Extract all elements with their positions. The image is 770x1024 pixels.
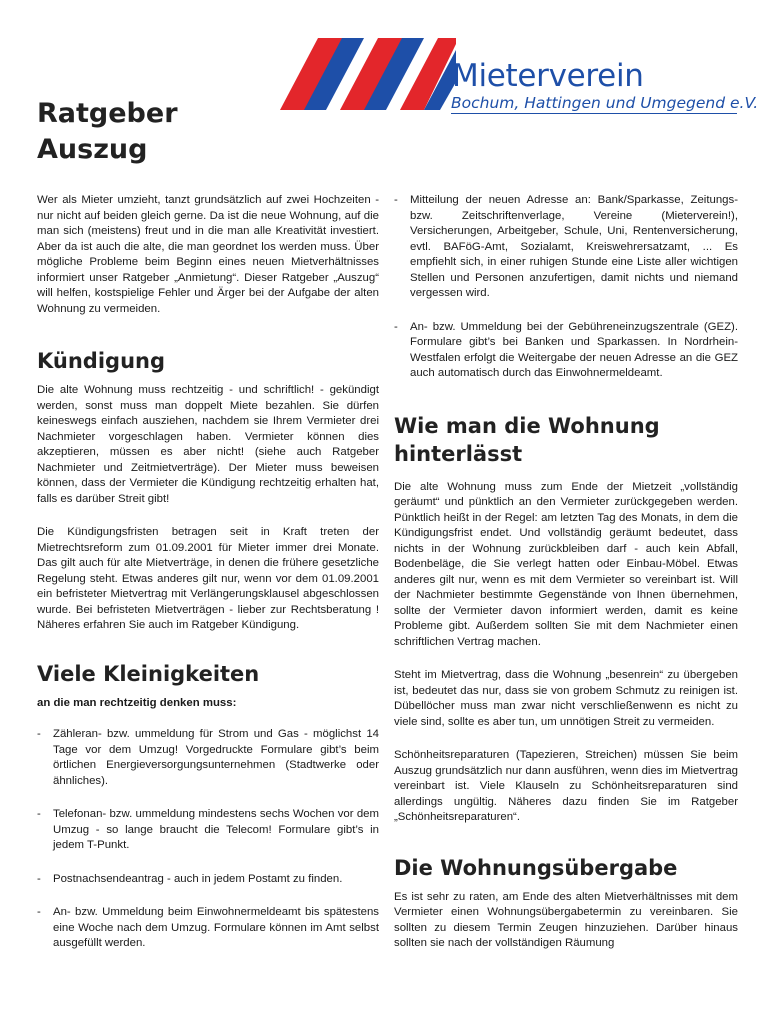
list-item xyxy=(37,807,379,854)
list-item-text: An- bzw. Ummeldung beim Einwohnermeldeamt bis spätestens eine Woche nach dem Umzug. Formulare können im Amt selbst ausgefüllt werden. xyxy=(53,906,379,949)
org-name: Mieterverein xyxy=(452,58,644,94)
list-item xyxy=(37,905,379,952)
bullet-dash: - xyxy=(394,194,398,206)
kuendigung-heading: Kündigung xyxy=(37,349,165,373)
uebergabe-paragraph-1: Es ist sehr zu raten, am Ende des alten Mietverhältnisses mit dem Vermieter einen Wohnungsübergabetermin zu vereinbaren. Sie sollten zu diesem Termin Zeugen hinzuziehen. Darüber hinaus sollten sie nach der vollständigen Räumung xyxy=(394,890,738,949)
hinterlassen-paragraph-3: Schönheitsreparaturen (Tapezieren, Streichen) müssen Sie beim Auszug grundsätzlich nur dann ausführen, wenn dies im Mietvertrag vereinbart ist. Viele Klauseln zu Schönheitsreparaturen sind allerdings ungültig. Näheres dazu finden Sie im Ratgeber „Schönheitsreparaturen“. xyxy=(394,749,738,823)
list-item-text: Telefonan- bzw. ummeldung mindestens sechs Wochen vor dem Umzug - so lange braucht die Telecom! Formulare gibt’s in jedem T-Punkt. xyxy=(53,808,379,851)
kuendigung-paragraph-1: Die alte Wohnung muss rechtzeitig - und schriftlich! - gekündigt werden, sonst muss man doppelt Miete bezahlen. Sie dürfen keineswegs einfach ausziehen, nachdem sie Ihrem Vermieter drei Nachmieter vorgeschlagen haben. Vermieter können dies akzeptieren, müssen es aber nicht! (siehe auch Ratgeber Nachmieter und Zeitmietverträge). Der Mieter muss beweisen können, dass der Vermieter die Kündigung rechtzeitig erhalten hat, falls es darüber Streit gibt! xyxy=(37,384,379,505)
hinterlassen-paragraph-1: Die alte Wohnung muss zum Ende der Mietzeit „vollständig geräumt“ und pünktlich an den Vermieter zurückgegeben werden. Pünktlich heißt in der Regel: am letzten Tag des Monats, in dem die Kündigungsfrist endet. Und vollständig geräumt bedeutet, dass nichts in der Wohnung zurückbleiben darf - auch kein Abfall, Bodenbeläge, die Sie verlegt hatten oder Einbau-Möbel. Etwas anderes gilt nur, wenn es mit dem Vermieter so vereinbart ist. Will der Nachmieter bestimmte Gegenstände von Ihnen übernehmen, sollte der Vermieter davon informiert werden, damit es keine Probleme gibt. Außerdem sollten Sie mit dem Nachmieter einen schriftlichen Vertrag machen. xyxy=(394,480,738,648)
list-item-text: Postnachsendeantrag - auch in jedem Postamt zu finden. xyxy=(53,872,343,885)
bullet-dash: - xyxy=(37,808,41,820)
list-item-text: Zähleran- bzw. ummeldung für Strom und Gas - möglichst 14 Tage vor dem Umzug! Vorgedruckte Formulare gibt’s beim örtlichen Energieversorgungsunternehmen (Stadtwerke oder ähnliches). xyxy=(53,728,379,787)
title-line-2: Auszug xyxy=(37,134,148,165)
bullet-dash: - xyxy=(394,320,398,333)
uebergabe-heading: Die Wohnungsübergabe xyxy=(394,855,678,880)
right-column xyxy=(394,193,738,970)
bullet-dash: - xyxy=(37,906,41,918)
bullet-dash: - xyxy=(37,872,41,885)
title-line-1: Ratgeber xyxy=(37,98,178,129)
logo-underline xyxy=(451,113,737,114)
intro-paragraph: Wer als Mieter umzieht, tanzt grundsätzlich auf zwei Hochzeiten - nur nicht auf beiden gleich gerne. Da ist die neue Wohnung, auf die man sich (meistens) freut und in die man alle Kreativität investiert. Aber da ist auch die alte, die man geordnet los werden muss. Über mögliche Probleme beim Beginn eines neuen Mietverhältnisses informiert unser Ratgeber „Anmietung“. Dieser Ratgeber „Auszug“ will helfen, kostspielige Fehler und Ärger bei der Aufgabe der alten Wohnung zu vermeiden. xyxy=(37,194,379,315)
kleinigkeiten-heading: Viele Kleinigkeiten xyxy=(37,661,260,686)
kleinigkeiten-subheading: an die man rechtzeitig denken muss: xyxy=(37,696,237,709)
bullet-dash: - xyxy=(37,728,41,740)
hinterlassen-heading-line-2: hinterlässt xyxy=(394,441,523,466)
hinterlassen-heading xyxy=(394,412,738,468)
hinterlassen-paragraph-2: Steht im Mietvertrag, dass die Wohnung „besenrein“ zu übergeben ist, bedeutet das nur, dass sie von grobem Schmutz zu reinigen ist. Dübellöcher muss man zwar nicht verschließenwenn es nicht zu viele sind, sollte es aber tun, um unnötigen Streit zu vermeiden. xyxy=(394,669,738,728)
hinterlassen-heading-line-1: Wie man die Wohnung xyxy=(394,413,660,438)
page-title xyxy=(37,96,337,168)
left-column xyxy=(37,193,379,970)
list-item xyxy=(394,193,738,302)
list-item-text: An- bzw. Ummeldung bei der Gebühreneinzugszentrale (GEZ). Formulare gibt’s bei Banken und Sparkassen. In Nordrhein-Westfalen erfolgt die Weitergabe der neuen Adresse an die GEZ auch automatisch durch das Einwohnermeldeamt. xyxy=(410,320,738,379)
list-item xyxy=(37,727,379,789)
org-subtitle: Bochum, Hattingen und Umgegend e.V. xyxy=(451,94,759,112)
list-item xyxy=(37,872,379,888)
kuendigung-paragraph-2: Die Kündigungsfristen betragen seit in Kraft treten der Mietrechtsreform zum 01.09.2001 für Mieter immer drei Monate. Das gilt auch für alte Mietverträge, in denen die frühere gesetzliche Regelung steht. Etwas anderes gilt nur, wenn vor dem 01.09.2001 ein befristeter Mietvertrag mit Verlängerungsklausel abgeschlossen wurde. Bei befristeten Mietverträgen - lieber zur Rechtsberatung ! Näheres erfahren Sie auch im Ratgeber Kündigung. xyxy=(37,526,379,631)
list-item xyxy=(394,320,738,382)
list-item-text: Mitteilung der neuen Adresse an: Bank/Sparkasse, Zeitungs- bzw. Zeitschriftenverlage, Vereine (Mieterverein!), Versicherungen, Arbeitgeber, Schule, Uni, Rentenversicherung, evtl. BAFöG-Amt, Sozialamt, Kreiswehrersatzamt, ... Es empfiehlt sich, in einer ruhigen Stunde eine Liste aller wichtigen Stellen und Personen anzufertigen, damit nichts und niemand vergessen wird. xyxy=(410,194,738,299)
